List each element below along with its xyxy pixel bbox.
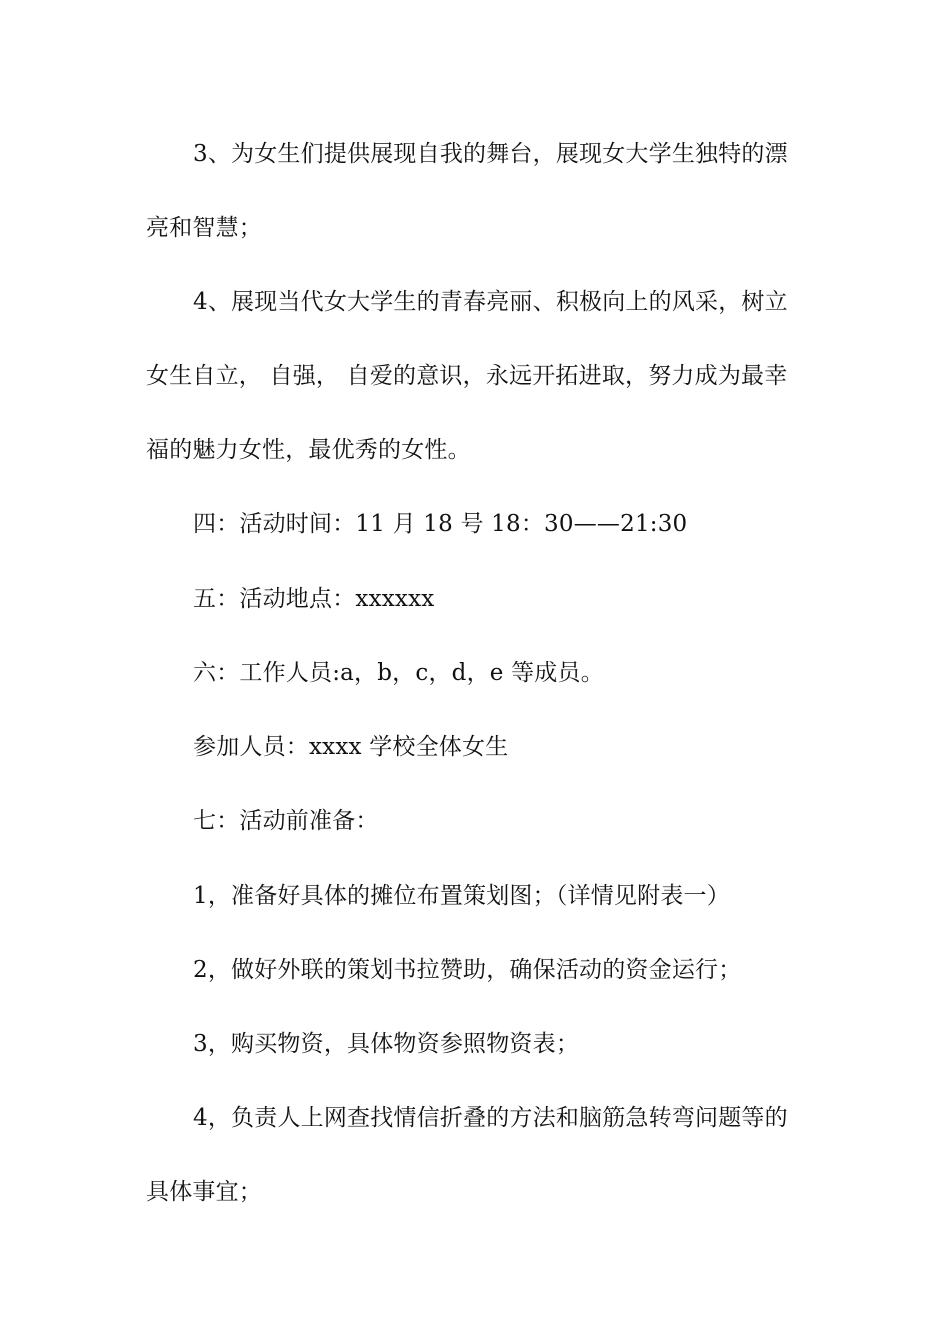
activity-time-line: 四：活动时间：11 月 18 号 18：30——21:30 [193, 511, 688, 537]
paragraph-line: 福的魅力女性，最优秀的女性。 [146, 437, 471, 463]
paragraph-line: 4、展现当代女大学生的青春亮丽、积极向上的风采，树立 [193, 289, 788, 315]
list-item-continuation: 具体事宜； [146, 1179, 262, 1205]
paragraph-line: 亮和智慧； [146, 215, 262, 241]
section-heading: 七：活动前准备： [193, 808, 379, 834]
activity-location-line: 五：活动地点：xxxxxx [193, 586, 435, 612]
list-item: 4，负责人上网查找情信折叠的方法和脑筋急转弯问题等的 [193, 1105, 788, 1131]
participants-line: 参加人员：xxxx 学校全体女生 [193, 734, 509, 760]
list-item: 3，购买物资，具体物资参照物资表； [193, 1031, 580, 1057]
paragraph-line: 女生自立， 自强， 自爱的意识，永远开拓进取，努力成为最幸 [146, 363, 788, 389]
list-item: 1，准备好具体的摊位布置策划图；（详情见附表一） [193, 883, 730, 909]
list-item: 2，做好外联的策划书拉赞助，确保活动的资金运行； [193, 957, 742, 983]
staff-line: 六：工作人员:a，b，c，d，e 等成员。 [193, 660, 604, 686]
paragraph-line: 3、为女生们提供展现自我的舞台，展现女大学生独特的漂 [193, 141, 788, 167]
